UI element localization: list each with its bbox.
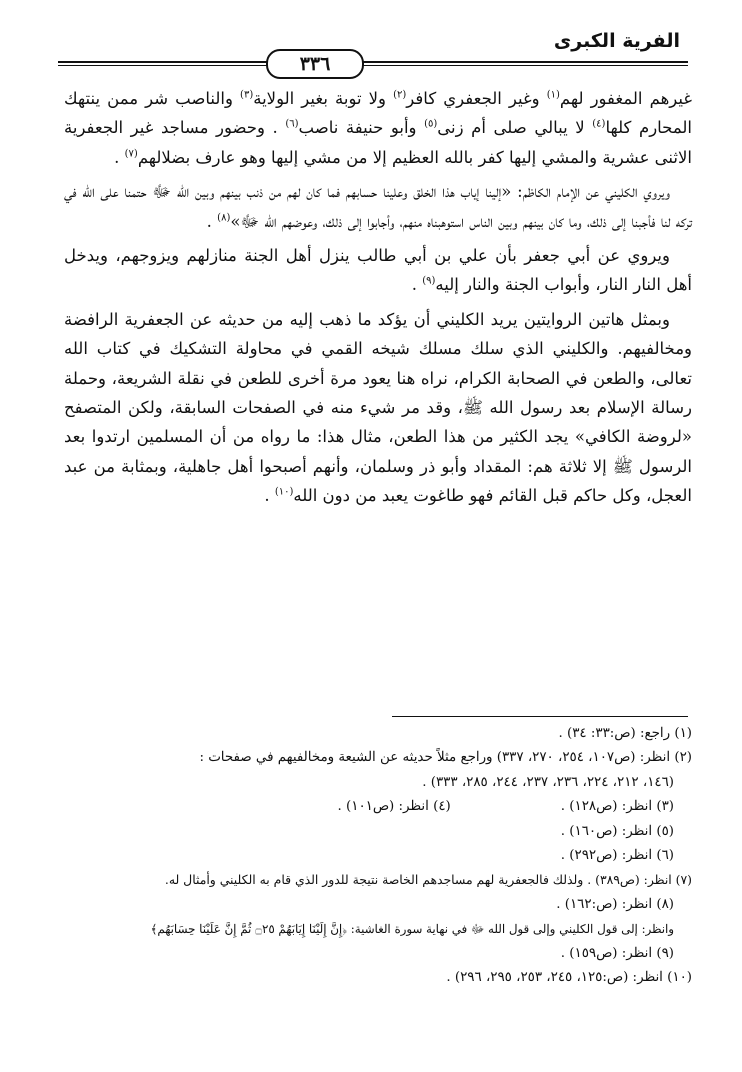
footnote-ref-8: (٨) bbox=[217, 212, 231, 224]
footnote-ref-2: (٢) bbox=[393, 89, 407, 101]
main-text bbox=[64, 84, 692, 516]
footnote-8-quran-note: وانظر: إلى قول الكليني وإلى قول الله ﷻ في نهاية سورة الغاشية: ﴿إِنَّ إِلَيْنَا إِيَابَهُمْ ۝٢٥ ثُمَّ إِنَّ عَلَيْنَا حِسَابَهُم﴾ bbox=[150, 922, 674, 937]
footnote-10: (١٠) انظر: (ص:١٢٥، ٢٤٥، ٢٥٣، ٢٩٥، ٢٩٦) . bbox=[446, 970, 692, 986]
footnote-3: (٣) انظر: (ص١٢٨) . bbox=[560, 799, 674, 815]
footnote-2: (٢) انظر: (ص١٠٧، ٢٥٤، ٢٧٠، ٣٣٧) وراجع مثلاً حديثه عن الشيعة ومخالفيهم في صفحات : bbox=[199, 750, 692, 766]
header-rule-thin bbox=[58, 65, 688, 66]
footnote-ref-5: (٥) bbox=[424, 118, 438, 130]
header-title: الفرية الكبرى bbox=[553, 30, 680, 52]
footnote-3-4-row bbox=[64, 795, 692, 819]
paragraph-1: غيرهم المغفور لهم$^{(١)}$ وغير الجعفري كافر$^{(٢)}$ ولا توبة بغير الولاية$^{(٣)}$ والناصب شر ممن ينتهك المحارم كلها$^{(٤)}$ لا يبالي صلى أم زنى$^{(٥)}$ وأبو حنيفة ناصب$^{(٦)}$ . وحضور مساجد غير الجعفرية الاثنى عشرية والمشي إليها كفر بالله العظيم إلا من مشي إليها وهو عارف بضلالهم$^{(٧)}$ . bbox=[64, 89, 692, 167]
footnote-8: (٨) انظر: (ص:١٦٢) . bbox=[556, 896, 674, 912]
footnote-ref-9: (٩) bbox=[422, 275, 436, 287]
footnote-5: (٥) انظر: (ص١٦٠) . bbox=[560, 823, 674, 839]
footnote-ref-3: (٣) bbox=[240, 89, 254, 101]
footnote-9: (٩) انظر: (ص١٥٩) . bbox=[560, 945, 674, 961]
footnote-ref-10: (١٠) bbox=[274, 486, 294, 498]
footnote-ref-1: (١) bbox=[546, 89, 560, 101]
footnote-4: (٤) انظر: (ص١٠١) . bbox=[337, 799, 451, 815]
running-header bbox=[58, 20, 688, 78]
footnote-7: (٧) انظر: (ص٣٨٩) . ولذلك فالجعفرية لهم مساجدهم الخاصة نتيجة للدور الذي قام به الكليني وأمثال له. bbox=[164, 872, 692, 888]
footnote-2-continued: (١٤٦، ٢١٢، ٢٢٤، ٢٣٦، ٢٣٧، ٢٤٤، ٢٨٥، ٣٣٣) . bbox=[422, 774, 674, 790]
paragraph-3: ويروي عن أبي جعفر بأن علي بن أبي طالب ينزل أهل الجنة منازلهم ويزوجهم، ويدخل أهل النار النار، وأبواب الجنة والنار إليه$^{(٩)}$ . bbox=[64, 246, 692, 295]
footnote-ref-7: (٧) bbox=[124, 148, 138, 160]
footnote-ref-6: (٦) bbox=[285, 118, 299, 130]
header-rule bbox=[58, 61, 688, 63]
footnotes bbox=[64, 722, 692, 990]
page-number: ٣٣٦ bbox=[266, 49, 364, 79]
footnote-ref-4: (٤) bbox=[592, 118, 606, 130]
footnote-1: (١) راجع: (ص:٣٣: ٣٤) . bbox=[558, 726, 692, 741]
footnote-6: (٦) انظر: (ص٢٩٢) . bbox=[560, 848, 674, 864]
paragraph-2: ويروي الكليني عن الإمام الكاظم: «إلينا إياب هذا الخلق وعلينا حسابهم فما كان لهم من ذنب بينهم وبين الله ﷻ حتمنا على الله في تركه لنا فأجبنا إلى ذلك، وما كان بينهم وبين الناس استوهبناه منهم، وأجابوا إلى ذلك، وعوضهم الله ﷻ»$^{(٨)}$ . bbox=[64, 182, 692, 231]
paragraph-4: وبمثل هاتين الروايتين يريد الكليني أن يؤكد ما ذهب إليه من حديثه عن الجعفرية الرافضة ومخالفيهم. والكليني الذي سلك مسلك شيخه القمي في محاولة التشكيك في كتاب الله تعالى، والطعن في الصحابة الكرام، نراه هنا يعود مرة أخرى للطعن في نقلة الشريعة، وحملة رسالة الإسلام بعد رسول الله ﷺ، وقد مر شيء منه في الصفحات السابقة، ولكن المتصفح «لروضة الكافي» يجد الكثير من هذا الطعن، مثال هذا: ما رواه من أن المسلمين ارتدوا بعد الرسول ﷺ إلا ثلاثة هم: المقداد وأبو ذر وسلمان، وأنهم أصبحوا أهل جاهلية، وبمثابة من عبد العجل، وكل حاكم قبل القائم فهو طاغوت يعبد من دون الله$^{(١٠)}$ . bbox=[64, 309, 692, 506]
footnote-separator bbox=[392, 716, 688, 717]
